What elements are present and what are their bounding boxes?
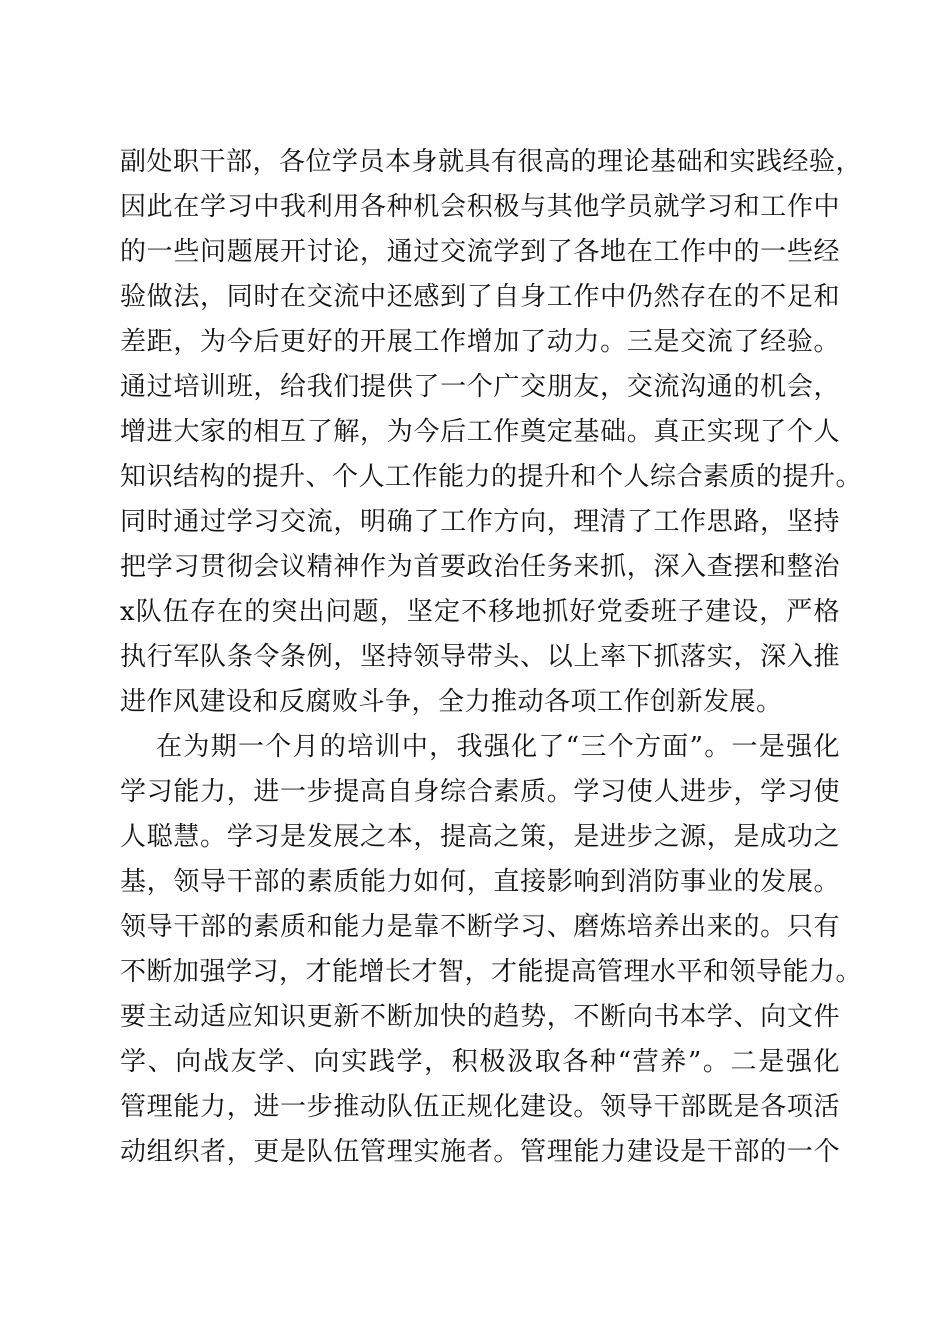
text-line: 的一些问题展开讨论，通过交流学到了各地在工作中的一些经	[120, 237, 840, 267]
text-line: 不断加强学习，才能增长才智，才能提高管理水平和领导能力。	[120, 957, 863, 987]
text-line: 基，领导干部的素质能力如何，直接影响到消防事业的发展。	[120, 867, 840, 897]
text-line: 要主动适应知识更新不断加快的趋势，不断向书本学、向文件	[120, 1002, 840, 1032]
text-line: 把学习贯彻会议精神作为首要政治任务来抓，深入查摆和整治	[120, 552, 840, 582]
text-line: 学、向战友学、向实践学，积极汲取各种“营养”。二是强化	[120, 1047, 840, 1077]
text-line: 副处职干部，各位学员本身就具有很高的理论基础和实践经验，	[120, 147, 863, 177]
text-line: 领导干部的素质和能力是靠不断学习、磨炼培养出来的。只有	[120, 912, 840, 942]
text-line: 通过培训班，给我们提供了一个广交朋友，交流沟通的机会，	[120, 372, 840, 402]
text-line: 验做法，同时在交流中还感到了自身工作中仍然存在的不足和	[120, 282, 840, 312]
body-text	[120, 140, 863, 1175]
text-line: 增进大家的相互了解，为今后工作奠定基础。真正实现了个人	[120, 417, 840, 447]
text-line: x队伍存在的突出问题，坚定不移地抓好党委班子建设，严格	[120, 597, 840, 627]
text-line: 动组织者，更是队伍管理实施者。管理能力建设是干部的一个	[120, 1137, 840, 1167]
text-line: 因此在学习中我利用各种机会积极与其他学员就学习和工作中	[120, 192, 840, 222]
text-line: 执行军队条令条例，坚持领导带头、以上率下抓落实，深入推	[120, 642, 840, 672]
text-line: 知识结构的提升、个人工作能力的提升和个人综合素质的提升。	[120, 462, 863, 492]
text-line: 学习能力，进一步提高自身综合素质。学习使人进步，学习使	[120, 777, 840, 807]
paragraph-end-line: 进作风建设和反腐败斗争，全力推动各项工作创新发展。	[120, 687, 783, 717]
text-line: 差距，为今后更好的开展工作增加了动力。三是交流了经验。	[120, 327, 840, 357]
text-line: 同时通过学习交流，明确了工作方向，理清了工作思路，坚持	[120, 507, 840, 537]
text-line: 管理能力，进一步推动队伍正规化建设。领导干部既是各项活	[120, 1092, 840, 1122]
text-line: 人聪慧。学习是发展之本，提高之策，是进步之源，是成功之	[120, 822, 840, 852]
paragraph-start-line: 在为期一个月的培训中，我强化了“三个方面”。一是强化	[156, 732, 840, 762]
